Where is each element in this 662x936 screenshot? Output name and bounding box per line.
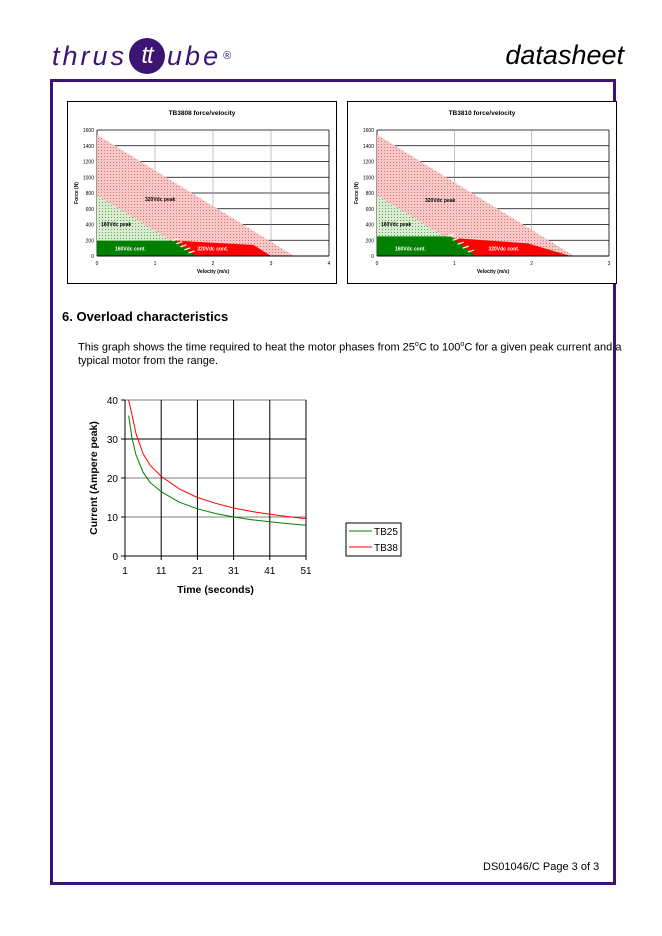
x-tick-label: 3 [269,261,273,267]
label-160vdc-cont: 160Vdc cont. [115,246,146,253]
y-tick-label: 0 [91,254,94,260]
x-tick-label: 21 [191,566,203,577]
chart-tb3810-svg [348,102,616,283]
x-tick-label: 11 [156,566,167,577]
y-tick-label: 800 [85,191,94,197]
degree-sup-2: o [460,341,465,348]
y-tick-label: 200 [85,238,94,245]
y-tick-label: 10 [106,513,118,524]
y-tick-label: 200 [365,238,374,245]
y-tick-label: 40 [106,396,118,407]
legend-label: TB25 [374,527,398,538]
chart-title: TB3810 force/velocity [448,110,516,117]
brand-logo [52,36,231,76]
y-tick-label: 400 [365,222,374,229]
y-tick-label: 1600 [362,128,374,134]
y-tick-label: 0 [371,254,374,260]
x-axis-label: Time (seconds) [177,584,254,596]
brand-tt-circle: tt [129,38,165,74]
y-tick-label: 1000 [82,175,94,182]
section-title: 6. Overload characteristics [62,309,229,324]
doc-type-label: datasheet [505,40,624,70]
y-tick-label: 1400 [362,143,374,150]
x-tick-label: 0 [95,261,99,267]
label-160vdc-peak: 160Vdc peak [381,222,412,229]
y-tick-label: 20 [106,474,118,485]
y-tick-label: 600 [365,206,374,213]
x-tick-label: 0 [375,261,379,267]
chart-tb3810 [347,101,617,284]
label-320vdc-cont: 320Vdc cont. [488,246,520,253]
y-tick-label: 800 [365,191,374,197]
chart-tb3808 [67,101,337,284]
x-axis-label: Velocity (m/s) [476,269,510,275]
y-axis-label: Force (N) [74,182,80,204]
x-tick-label: 1 [122,566,128,577]
y-tick-label: 1200 [82,159,94,166]
x-tick-label: 4 [327,261,331,267]
x-tick-label: 31 [228,566,240,577]
registered-mark: ® [223,50,232,62]
y-tick-label: 1200 [362,159,374,166]
label-320vdc-peak: 320Vdc peak [145,197,176,204]
x-tick-label: 3 [607,261,611,267]
section-paragraph [78,338,634,368]
y-tick-label: 400 [85,222,94,229]
label-160vdc-peak: 160Vdc peak [101,222,132,229]
label-320vdc-peak: 320Vdc peak [425,198,456,205]
para-part-2: C to 100 [418,341,461,354]
brand-text-right: ube [167,40,222,71]
x-tick-label: 2 [530,261,534,267]
brand-text-left: thrus [52,40,128,71]
y-tick-label: 0 [112,552,118,563]
y-tick-label: 600 [85,206,94,213]
x-tick-label: 51 [300,566,312,577]
overload-chart [80,388,500,608]
y-tick-label: 1000 [362,175,374,182]
para-part-1: This graph shows the time required to heat the motor phases from 25 [78,341,415,354]
chart-tb3808-svg [68,102,336,283]
page-footer: DS01046/C Page 3 of 3 [483,861,600,873]
x-axis-label: Velocity (m/s) [196,269,230,275]
degree-sup-1: o [414,341,419,348]
x-tick-label: 1 [153,261,157,267]
x-tick-label: 1 [452,261,456,267]
series-line-tb38 [129,400,306,519]
x-tick-label: 2 [211,261,215,267]
x-tick-label: 41 [264,566,276,577]
y-tick-label: 1600 [82,128,94,134]
legend-label: TB38 [374,543,398,554]
y-axis-label: Current (Ampere peak) [88,421,100,535]
y-axis-label: Force (N) [354,182,360,204]
chart-title: TB3808 force/velocity [168,110,236,117]
label-160vdc-cont: 160Vdc cont. [395,246,426,253]
y-tick-label: 1400 [82,143,94,150]
y-tick-label: 30 [106,435,118,446]
para-part-3: C for a given peak current and a typical motor from the range. [78,341,622,367]
label-320vdc-cont: 320Vdc cont. [197,246,229,253]
